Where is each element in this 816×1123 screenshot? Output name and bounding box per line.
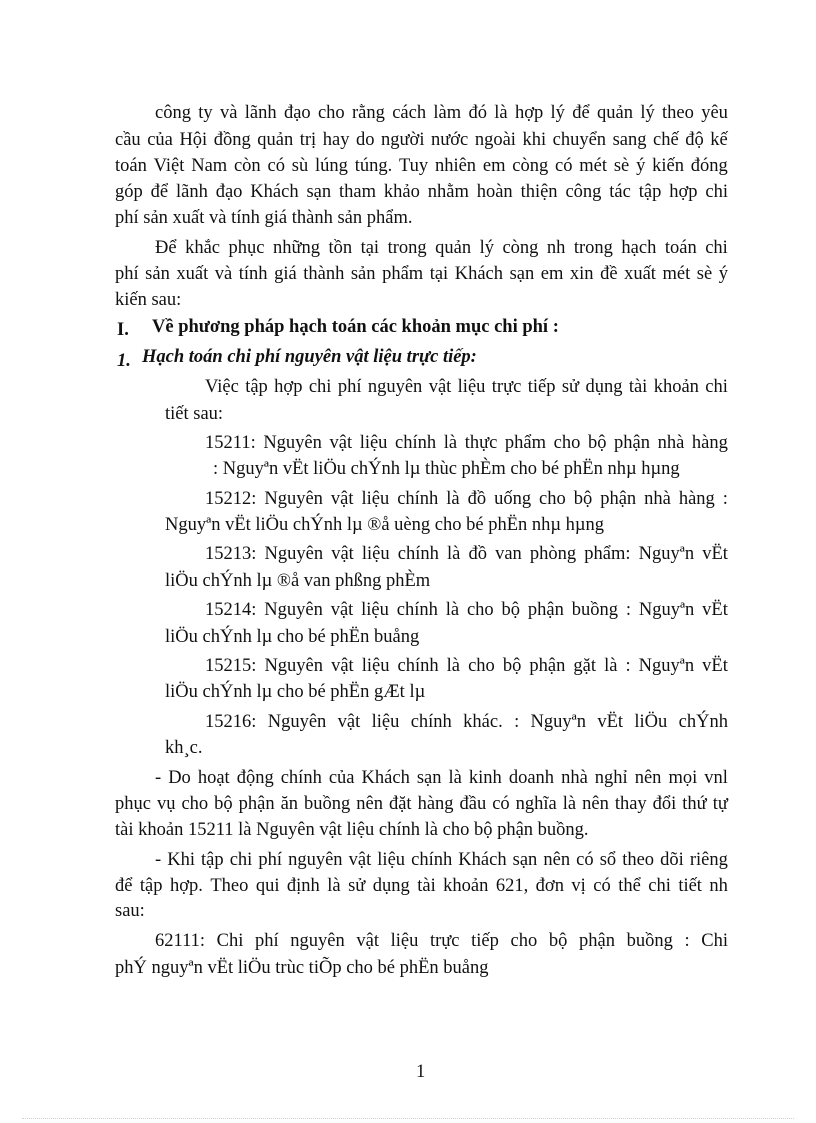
account-15216-line-2: kh¸c. [165, 738, 203, 758]
heading-2-number: 1. [117, 351, 131, 371]
account-15215-line-1: 15215: Nguyên vật liệu chính là cho bộ phận gặt là : Nguyªn vËt [205, 656, 728, 676]
paragraph-1-line-5: phí sản xuất và tính giá thành sản phẩm. [115, 208, 413, 228]
note-1-line-3: tài khoản 15211 là Nguyên vật liệu chính là cho bộ phận buồng. [115, 820, 589, 840]
paragraph-1-line-4: góp để lãnh đạo Khách sạn tham khảo nhằm hoàn thiện công tác tập hợp chi [115, 182, 728, 202]
account-15212-line-1: 15212: Nguyên vật liệu chính là đồ uống cho bộ phận nhà hàng : [205, 489, 728, 509]
intro-line-2: tiết sau: [165, 404, 224, 424]
paragraph-1-line-3: toán Việt Nam còn có sù lúng túng. Tuy nhiên em còng có mét sè ý kiến đóng [115, 156, 728, 176]
account-15214-line-2: liÖu chÝnh lµ cho bé phËn buång [165, 627, 420, 647]
footer-divider [22, 1118, 794, 1119]
account-15211-line-2: : Nguyªn vËt liÖu chÝnh lµ thùc phÈm cho bé phËn nhµ hµng [213, 459, 680, 479]
account-62111-line-1: 62111: Chi phí nguyên vật liệu trực tiếp cho bộ phận buồng : Chi [155, 931, 728, 951]
paragraph-1-line-2: cầu của Hội đồng quản trị hay do người nước ngoài khi chuyển sang chế độ kế [115, 130, 728, 150]
account-62111-line-2: phÝ nguyªn vËt liÖu trùc tiÕp cho bé phËn buång [115, 958, 489, 978]
note-2-line-2: để tập hợp. Theo qui định là sử dụng tài khoản 621, đơn vị có thể chi tiết nh [115, 876, 728, 896]
intro-line-1: Việc tập hợp chi phí nguyên vật liệu trực tiếp sử dụng tài khoản chi [205, 377, 728, 397]
heading-1-number: I. [117, 320, 129, 340]
paragraph-2-line-1: Để khắc phục những tồn tại trong quản lý còng nh trong hạch toán chi [155, 238, 728, 258]
account-15216-line-1: 15216: Nguyên vật liệu chính khác. : Nguyªn vËt liÖu chÝnh [205, 712, 728, 732]
account-15213-line-2: liÖu chÝnh lµ ®å van phßng phÈm [165, 571, 431, 591]
paragraph-1-line-1: công ty và lãnh đạo cho rằng cách làm đó là hợp lý để quản lý theo yêu [155, 103, 728, 123]
page-number: 1 [416, 1062, 426, 1082]
note-1-line-2: phục vụ cho bộ phận ăn buồng nên đặt hàng đầu có nghĩa là nên thay đổi thứ tự [115, 794, 728, 814]
account-15215-line-2: liÖu chÝnh lµ cho bé phËn gÆt lµ [165, 682, 426, 702]
account-15214-line-1: 15214: Nguyên vật liệu chính là cho bộ phận buồng : Nguyªn vËt [205, 600, 728, 620]
account-15211-line-1: 15211: Nguyên vật liệu chính là thực phẩm cho bộ phận nhà hàng [205, 433, 728, 453]
account-15213-line-1: 15213: Nguyên vật liệu chính là đồ van phòng phẩm: Nguyªn vËt [205, 544, 728, 564]
heading-1-text: Về phương pháp hạch toán các khoản mục chi phí : [152, 317, 559, 337]
paragraph-2-line-3: kiến sau: [115, 290, 182, 310]
paragraph-2-line-2: phí sản xuất và tính giá thành sản phẩm tại Khách sạn em xin đề xuất mét sè ý [115, 264, 728, 284]
note-2-line-1: - Khi tập chi phí nguyên vật liệu chính Khách sạn nên có sổ theo dõi riêng [155, 850, 728, 870]
account-15212-line-2: Nguyªn vËt liÖu chÝnh lµ ®å uèng cho bé phËn nhµ hµng [165, 515, 605, 535]
heading-2-text: Hạch toán chi phí nguyên vật liệu trực tiếp: [142, 347, 477, 367]
note-2-line-3: sau: [115, 901, 145, 921]
note-1-line-1: - Do hoạt động chính của Khách sạn là kinh doanh nhà nghỉ nên mọi vnl [155, 768, 728, 788]
